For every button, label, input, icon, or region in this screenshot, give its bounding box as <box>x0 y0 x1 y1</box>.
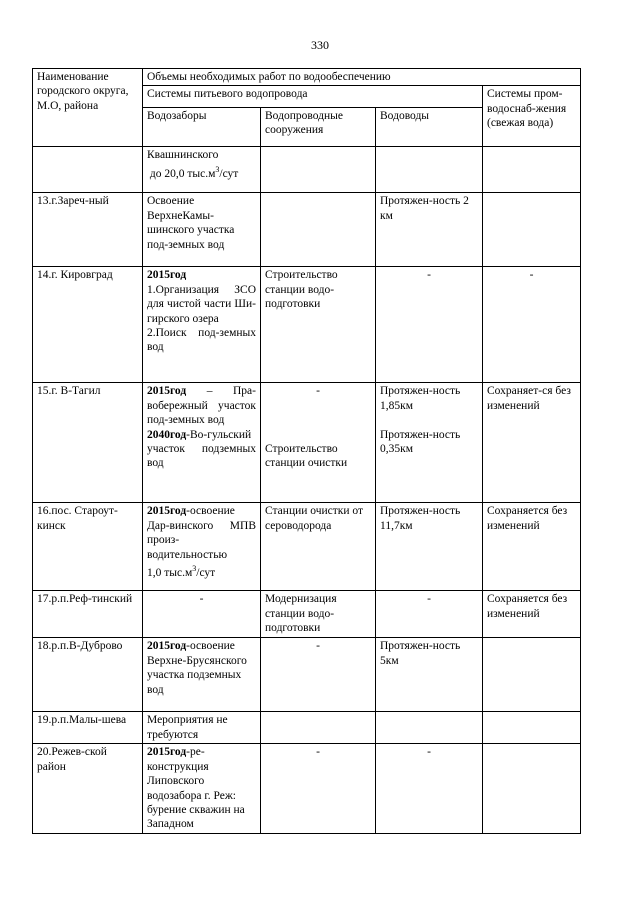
facilities-dash: - <box>316 385 320 398</box>
intakes-text: -освоение Дар-винского МПВ произ-водительностью <box>147 505 256 561</box>
row-pipes: Протяжен-ность 5км <box>376 638 483 712</box>
header-pipes: Водоводы <box>376 107 483 146</box>
row-industrial: Сохраняется без изменений <box>483 503 581 591</box>
row-facilities <box>261 193 376 267</box>
row-industrial <box>483 147 581 193</box>
intakes-item: 2.Поиск под-земных вод <box>147 327 256 354</box>
row-facilities <box>261 712 376 744</box>
table-row <box>33 267 581 383</box>
row-name: 14.г. Кировград <box>33 267 143 383</box>
table-row <box>33 712 581 744</box>
header-intakes: Водозаборы <box>143 107 261 146</box>
row-name <box>33 147 143 193</box>
row-intakes: Освоение ВерхнеКамы-шинского участка под-земных вод <box>143 193 261 267</box>
table-row <box>33 744 581 833</box>
row-facilities <box>261 383 376 503</box>
row-intakes <box>143 638 261 712</box>
header-row-1 <box>33 69 581 86</box>
row-industrial: Сохраняется без изменений <box>483 591 581 638</box>
row-industrial <box>483 638 581 712</box>
row-facilities: Строительство станции водо-подготовки <box>261 267 376 383</box>
table-row <box>33 638 581 712</box>
row-name: 15.г. В-Тагил <box>33 383 143 503</box>
intakes-year: 2015год <box>147 640 187 653</box>
header-group-title: Объемы необходимых работ по водообеспечению <box>143 69 581 86</box>
intakes-amount: 1,0 тыс.м <box>147 566 193 579</box>
row-pipes: - <box>376 267 483 383</box>
intakes-year: 2015год <box>147 505 187 518</box>
superscript: 3 <box>192 564 197 574</box>
header-industrial: Системы пром-водоснаб-жения (свежая вода) <box>483 86 581 147</box>
row-pipes <box>376 147 483 193</box>
row-intakes <box>143 744 261 833</box>
header-name: Наименование городского округа, М.О, района <box>33 69 143 147</box>
row-facilities: - <box>261 638 376 712</box>
row-pipes: - <box>376 744 483 833</box>
intakes-line: Квашнинского <box>147 149 219 162</box>
intakes-year: 2015год <box>147 385 187 398</box>
row-name: 18.р.п.В-Дуброво <box>33 638 143 712</box>
pipes-length: Протяжен-ность 0,35км <box>380 428 461 456</box>
row-industrial <box>483 193 581 267</box>
intakes-text: -освоение Верхне-Брусянского участка подземных вод <box>147 640 247 696</box>
row-facilities <box>261 147 376 193</box>
row-name: 19.р.п.Малы-шева <box>33 712 143 744</box>
intakes-year: 2015год <box>147 269 187 282</box>
row-intakes: Мероприятия не требуются <box>143 712 261 744</box>
row-industrial <box>483 744 581 833</box>
pipes-length: Протяжен-ность 1,85км <box>380 385 461 412</box>
intakes-text: -Во-гульский участок подземных вод <box>147 428 256 470</box>
row-name: 20.Режев-ской район <box>33 744 143 833</box>
intakes-year: 2015год <box>147 746 187 759</box>
row-pipes <box>376 712 483 744</box>
row-intakes: - <box>143 591 261 638</box>
table-row <box>33 503 581 591</box>
row-name: 13.г.Зареч-ный <box>33 193 143 267</box>
row-intakes <box>143 383 261 503</box>
intakes-text: – Пра-вобережный участок под-земных вод <box>147 385 256 427</box>
row-pipes: - <box>376 591 483 638</box>
intakes-unit: /сут <box>196 566 216 579</box>
intakes-item: 1.Организация ЗСО для чистой части Ши-гирского озера <box>147 283 256 325</box>
row-pipes: Протяжен-ность 11,7км <box>376 503 483 591</box>
superscript: 3 <box>215 164 220 174</box>
table-row <box>33 383 581 503</box>
row-pipes: Протяжен-ность 2 км <box>376 193 483 267</box>
row-facilities: Модернизация станции водо-подготовки <box>261 591 376 638</box>
row-industrial: Сохраняет-ся без изменений <box>483 383 581 503</box>
intakes-amount: до 20,0 $тыс.м^3$/сут <box>149 164 239 180</box>
row-intakes <box>143 503 261 591</box>
row-name: 17.р.п.Реф-тинский <box>33 591 143 638</box>
intakes-text: -ре-конструкция Липовского водозабора г. Реж: бурение скважин на Западном <box>147 746 245 831</box>
row-facilities: Станции очистки от сероводорода <box>261 503 376 591</box>
facilities-text: Строительство станции очистки <box>265 443 348 470</box>
row-intakes <box>143 267 261 383</box>
water-supply-table <box>32 68 581 834</box>
row-facilities: - <box>261 744 376 833</box>
intakes-year: 2040год <box>147 428 187 441</box>
row-name: 16.пос. Староут-кинск <box>33 503 143 591</box>
table-row <box>33 591 581 638</box>
row-intakes <box>143 147 261 193</box>
header-facilities: Водопроводные сооружения <box>261 107 376 146</box>
table-row <box>33 193 581 267</box>
row-pipes <box>376 383 483 503</box>
table-row <box>33 147 581 193</box>
header-subgroup-title: Системы питьевого водопровода <box>143 86 483 108</box>
page-number: 330 <box>311 38 329 52</box>
row-industrial <box>483 712 581 744</box>
row-industrial: - <box>483 267 581 383</box>
